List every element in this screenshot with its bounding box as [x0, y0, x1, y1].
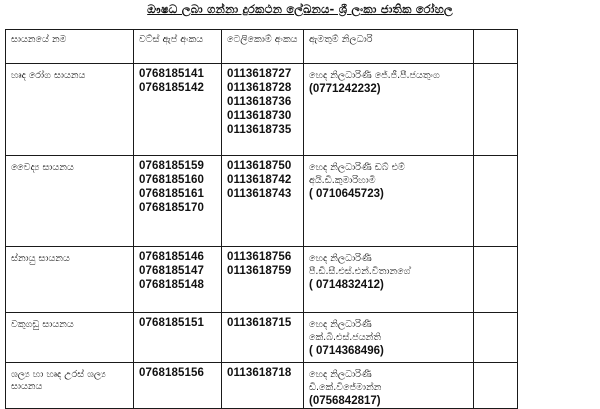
whatsapp-cell [134, 363, 222, 409]
clinic-cell [6, 156, 134, 247]
officer-name: හෙද නිලධාරිණී [309, 369, 372, 380]
whatsapp-cell [134, 313, 222, 363]
whatsapp-number: 0768185148 [139, 279, 204, 291]
officer-name: හෙද නිලධාරිණී [309, 253, 372, 264]
officer-name: කේ.බී.එස්.ජයන්ති [309, 332, 381, 343]
telecom-cell [222, 313, 304, 363]
blank-cell [474, 313, 518, 363]
clinic-name: වකුගඩු සායනය [11, 319, 74, 330]
whatsapp-cell [134, 64, 222, 156]
telecom-number: 0113618728 [227, 82, 292, 94]
table-row [6, 64, 518, 156]
whatsapp-number: 0768185161 [139, 188, 204, 200]
officer-name: ඩී.කේ.විජේමාන්න [309, 382, 382, 393]
telecom-cell [222, 156, 304, 247]
telecom-number: 0113618742 [227, 174, 292, 186]
telecom-number: 0113618730 [227, 110, 292, 122]
whatsapp-number: 0768185159 [139, 160, 204, 172]
whatsapp-number: 0768185146 [139, 251, 204, 263]
whatsapp-cell [134, 247, 222, 313]
officer-cell [304, 363, 474, 409]
officer-cell [304, 313, 474, 363]
telecom-number: 0113618750 [227, 160, 292, 172]
officer-cell [304, 247, 474, 313]
telecom-number: 0113618743 [227, 188, 292, 200]
clinic-cell [6, 64, 134, 156]
clinic-name: ස්නායු සායනය [11, 253, 70, 264]
clinic-cell [6, 313, 134, 363]
telecom-cell [222, 247, 304, 313]
whatsapp-number: 0768185156 [139, 367, 204, 379]
telecom-number: 0113618756 [227, 251, 292, 263]
officer-cell [304, 156, 474, 247]
whatsapp-number: 0768185141 [139, 68, 204, 80]
officer-cell [304, 64, 474, 156]
telecom-number: 0113618736 [227, 96, 292, 108]
telecom-cell [222, 64, 304, 156]
officer-phone: (0771242232) [309, 83, 381, 95]
header-clinic [6, 30, 134, 64]
header-clinic-label: සායනයේ නම [11, 34, 67, 45]
clinic-phone-table [5, 29, 518, 409]
header-blank [474, 30, 518, 64]
officer-phone: (0756842817) [309, 395, 381, 407]
blank-cell [474, 156, 518, 247]
officer-name: හෙද නිලධාරිණී ජේ.ජී.පී.ජයතුංග [309, 70, 440, 81]
clinic-cell [6, 363, 134, 409]
table-row [6, 156, 518, 247]
telecom-number: 0113618715 [227, 317, 292, 329]
telecom-number: 0113618759 [227, 265, 292, 277]
blank-cell [474, 247, 518, 313]
whatsapp-number: 0768185170 [139, 202, 204, 214]
officer-name: පී.ඩී.සී.එස්.එන්.විතානගේ [309, 266, 411, 277]
telecom-number: 0113618727 [227, 68, 292, 80]
table-row [6, 247, 518, 313]
telecom-number: 0113618735 [227, 124, 292, 136]
clinic-name: හෘද රෝග සායනය [11, 70, 86, 81]
telecom-cell [222, 363, 304, 409]
officer-name: අයි.ඩී.කුමාරිහාමි [309, 175, 376, 186]
table-header-row [6, 30, 518, 64]
blank-cell [474, 64, 518, 156]
header-whatsapp-label: වට්ස් ඇප් අංකය [139, 34, 204, 45]
header-whatsapp [134, 30, 222, 64]
whatsapp-number: 0768185142 [139, 82, 204, 94]
officer-phone: ( 0714368496) [309, 345, 384, 357]
header-officer-label: ඇමතුම් නිලධාරි [309, 34, 373, 45]
header-telecom-label: ටෙලිකොම් අංකය [227, 34, 298, 45]
blank-cell [474, 363, 518, 409]
officer-phone: ( 0710645723) [309, 188, 384, 200]
table-row [6, 363, 518, 409]
whatsapp-number: 0768185151 [139, 317, 204, 329]
clinic-name: ශල්‍ය හා හෘද උරස් ශල්‍ය සායනය [11, 369, 106, 392]
clinic-cell [6, 247, 134, 313]
whatsapp-number: 0768185147 [139, 265, 204, 277]
officer-name: හෙද නිලධාරිණී [309, 319, 372, 330]
clinic-name: වෛද්‍ය සායනය [11, 162, 74, 173]
officer-phone: ( 0714832412) [309, 279, 384, 291]
officer-name: හෙද නිලධාරිණී ඩබ් එම් [309, 162, 405, 173]
header-officer [304, 30, 474, 64]
table-row [6, 313, 518, 363]
whatsapp-cell [134, 156, 222, 247]
whatsapp-number: 0768185160 [139, 174, 204, 186]
header-telecom [222, 30, 304, 64]
document-title: ඖෂධ ලබා ගන්නා දුරකථන ලේඛනය- ශ්‍රී ලංකා ජාතික රෝහල [147, 2, 453, 16]
telecom-number: 0113618718 [227, 367, 292, 379]
